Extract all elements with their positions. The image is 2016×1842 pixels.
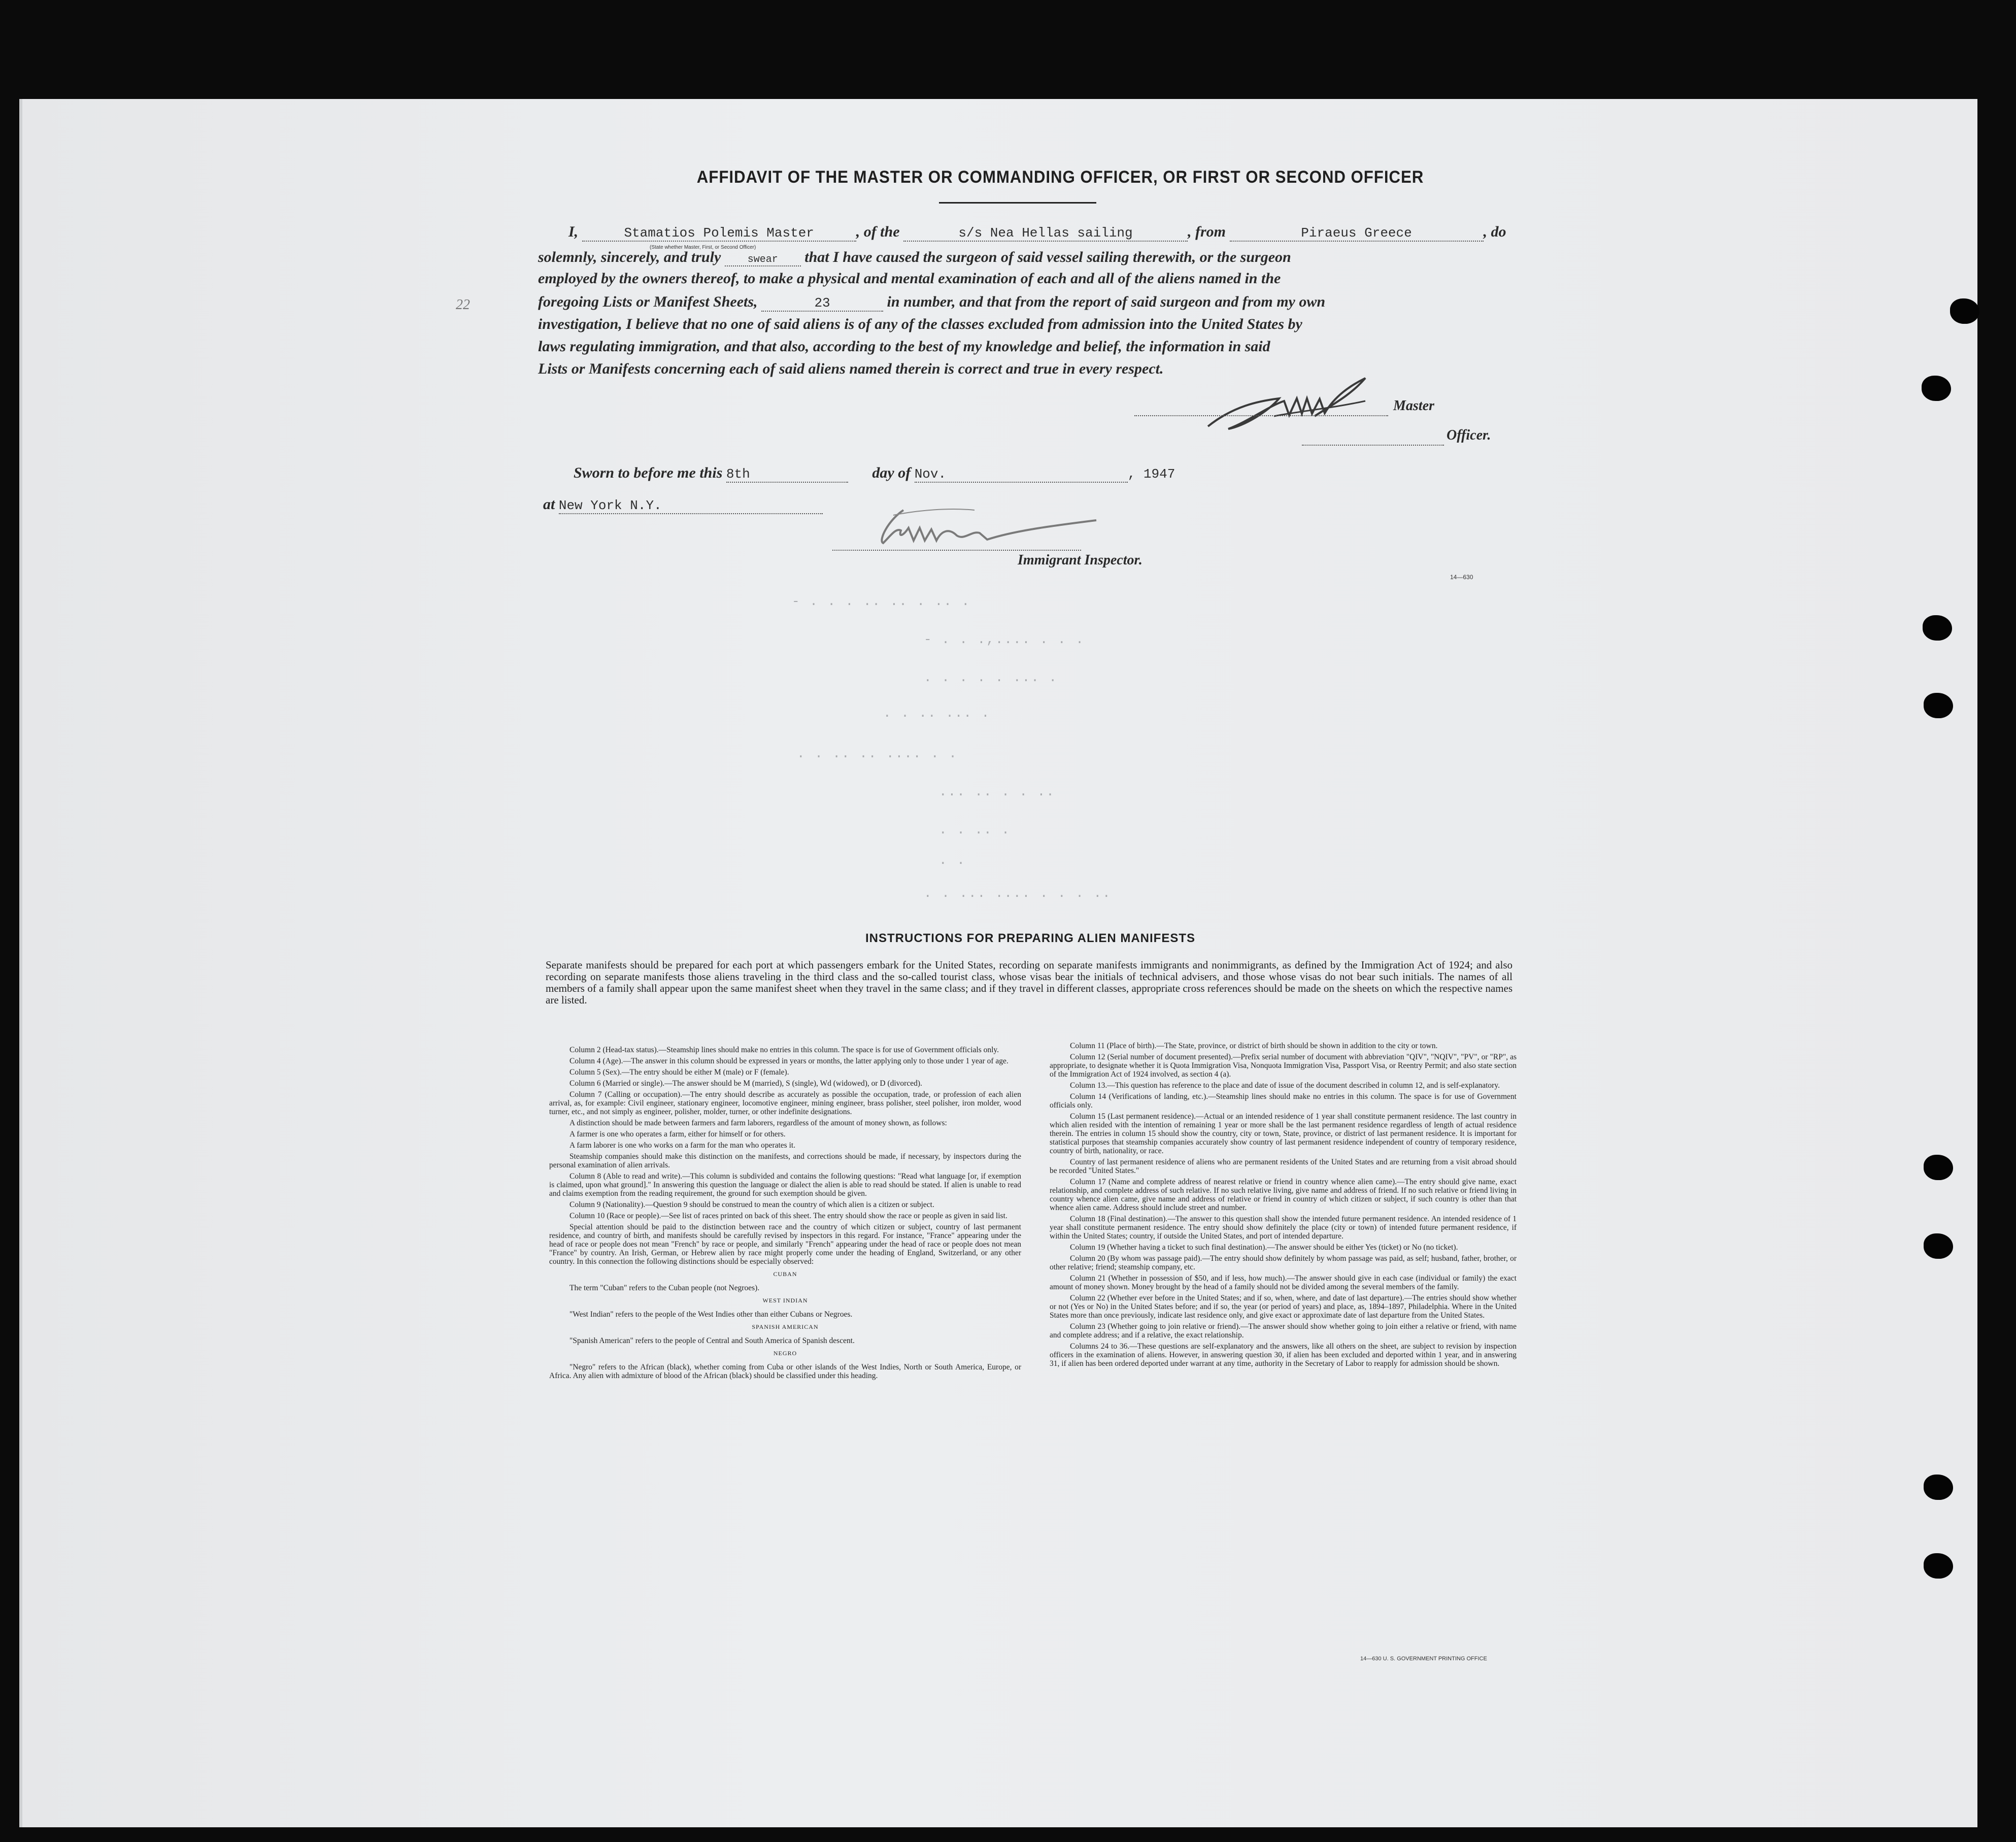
instruction-paragraph: Column 15 (Last permanent residence).—Actual or an intended residence of 1 year shall constitute permanent residence. The last country in which alien resided with the intention of remaining 1 year or more shall be the last permanent residence regardless of length of actual residence therein. The entries in column 15 should show the country, city or town, State, province, or district of last permanent residence. It is important for statistical purposes that steamship companies accurately show country of last permanent residence independent of country of temporary residence, country of birth, nationality, or race. bbox=[1050, 1112, 1517, 1155]
instruction-paragraph: Column 18 (Final destination).—The answer to this question shall show the intended future permanent residence. An intended residence of 1 year shall constitute permanent residence. The entry should show definitely the place (city or town) of intended future permanent residence, if within the United States; country, if outside the United States, and port of intended departure. bbox=[1050, 1215, 1517, 1241]
binder-hole bbox=[1924, 693, 1953, 718]
master-signature bbox=[1198, 350, 1411, 447]
instruction-paragraph: Columns 24 to 36.—These questions are self-explanatory and the answers, like all others on the sheet, are subject to revision by inspection officers in the examination of aliens. However, in answering question 30, if alien has been excluded and deported within 1 year, and in answering 31, if alien has been ordered deported under warrant at any time, authority in the Secretary of Labor to reapply for admission should be shown. bbox=[1050, 1342, 1517, 1368]
form-number: 14—630 bbox=[1450, 574, 1473, 581]
bleed-through-line: . . .. ... . bbox=[883, 706, 991, 721]
text-solemnly: solemnly, sincerely, and truly bbox=[538, 249, 721, 265]
bleed-through-line: - . . .,.... . . . bbox=[924, 632, 1085, 647]
instruction-paragraph: Column 5 (Sex).—The entry should be either M (male) or F (female). bbox=[569, 1068, 789, 1077]
instruction-paragraph: A farmer is one who operates a farm, either for himself or for others. bbox=[569, 1130, 786, 1138]
inspector-label: Immigrant Inspector. bbox=[1018, 552, 1143, 568]
instruction-paragraph: Column 22 (Whether ever before in the United States; and if so, when, where, and date of last departure).—The entries should show whether or not (Yes or No) in the United States before; and if so, the year (or period of years) and place, as, 1894–1897, Philadelphia. Where in the United States more than once previously, indicate last residence only, and give exact or approximate date of last departure from the United States. bbox=[1050, 1294, 1517, 1320]
instruction-paragraph: "Negro" refers to the African (black), whether coming from Cuba or other islands of the West Indies, North or South America, Europe, or Africa. Any alien with admixture of blood of the African (black) should be classified under this heading. bbox=[549, 1363, 1021, 1380]
affidavit-line-1 bbox=[568, 223, 1506, 242]
instruction-paragraph: Column 11 (Place of birth).—The State, province, or district of birth should be shown in addition to the city or town. bbox=[1070, 1042, 1438, 1050]
heading-cuban: CUBAN bbox=[773, 1270, 797, 1278]
sworn-year: , 1947 bbox=[1127, 466, 1175, 482]
instructions-right-column bbox=[1050, 1042, 1517, 1370]
instruction-paragraph: Column 21 (Whether in possession of $50, and if less, how much).—The answer should give in each case (individual or family) the exact amount of money shown. Money brought by the head of a family should not be divided among the several members of the family. bbox=[1050, 1274, 1517, 1291]
affidavit-line-5: investigation, I believe that no one of said aliens is of any of the classes excluded from admission into the United States by bbox=[538, 316, 1302, 332]
binder-hole bbox=[1922, 376, 1951, 401]
text-day-of: day of bbox=[872, 464, 911, 481]
heading-negro: NEGRO bbox=[773, 1350, 797, 1357]
officer-signature-line bbox=[1302, 445, 1444, 446]
sworn-line bbox=[574, 464, 1175, 483]
text-at: at bbox=[543, 496, 555, 513]
instruction-paragraph: Column 17 (Name and complete address of nearest relative or friend in country whence alien came).—The entry should give name, exact relationship, and complete address of such relative. If no such relative living, give name and address of friend. If no such relative or friend living in country whence alien came, give name and address of relative or friend in country of which citizen or subject, if such country is other than that whence alien came. Address should include street and number. bbox=[1050, 1178, 1517, 1212]
instruction-paragraph: Column 10 (Race or people).—See list of races printed on back of this sheet. The entry should show the race or people as given in said list. bbox=[569, 1212, 1007, 1220]
inspector-signature bbox=[873, 500, 1137, 556]
text-sworn: Sworn to before me this bbox=[574, 464, 723, 481]
instruction-paragraph: Special attention should be paid to the distinction between race and the country of which citizen or subject, country of last permanent residence, and country of birth, and manifests should be carefully revised by inspectors in this regard. For instance, "France" appearing under the head of race or people does not mean "French" by race or people, and similarly "French" appearing under the head of race or people does not mean "France" by country. An Irish, German, or Hebrew alien by race might properly come under the heading of England, Switzerland, or any other country. In this connection the following distinctions should be especially observed: bbox=[549, 1223, 1021, 1266]
title-underline bbox=[939, 202, 1096, 204]
text-of-the: , of the bbox=[856, 223, 900, 240]
bleed-through-line: - . . . .. .. . .. . bbox=[792, 594, 971, 609]
margin-note: 22 bbox=[456, 297, 470, 313]
officer-label: Officer. bbox=[1447, 427, 1491, 443]
instruction-paragraph: Column 7 (Calling or occupation).—The entry should describe as accurately as possible the occupation, trade, or profession of each alien arrival, as, for example: Civil engineer, stationary engineer, locomotive engineer, mining engineer, brass polisher, steel polisher, iron molder, wood turner, etc., and not simply as engineer, polisher, molder, turner, or other indefinite designations. bbox=[549, 1090, 1021, 1116]
binder-hole bbox=[1924, 1475, 1953, 1500]
binder-hole bbox=[1924, 1155, 1953, 1180]
at-line bbox=[543, 496, 823, 514]
officer-name-field[interactable]: Stamatios Polemis Master bbox=[582, 225, 856, 242]
bleed-through-line: . . .. . bbox=[939, 822, 1011, 838]
instruction-paragraph: A farm laborer is one who works on a farm for the man who operates it. bbox=[569, 1141, 796, 1150]
bleed-through-line: ... .. . . .. bbox=[939, 784, 1055, 799]
text-surgeon: that I have caused the surgeon of said vessel sailing therewith, or the surgeon bbox=[804, 249, 1291, 265]
bleed-through-line: . . bbox=[939, 853, 966, 868]
instruction-paragraph: Column 20 (By whom was passage paid).—The entry should show definitely by whom passage was paid, as self; husband, father, brother, or other relative; friend; steamship company, etc. bbox=[1050, 1254, 1517, 1271]
instruction-paragraph: Column 9 (Nationality).—Question 9 should be construed to mean the country of which alien is a citizen or subject. bbox=[569, 1200, 934, 1209]
binder-hole bbox=[1923, 615, 1952, 641]
port-field[interactable]: Piraeus Greece bbox=[1230, 225, 1484, 242]
instruction-paragraph: A distinction should be made between farmers and farm laborers, regardless of the amount of money shown, as follows: bbox=[569, 1119, 947, 1127]
affidavit-line-4 bbox=[538, 293, 1325, 312]
printing-office-footer: 14—630 U. S. GOVERNMENT PRINTING OFFICE bbox=[1360, 1656, 1487, 1662]
affidavit-title: AFFIDAVIT OF THE MASTER OR COMMANDING OFFICER, OR FIRST OR SECOND OFFICER bbox=[696, 168, 1424, 187]
instruction-paragraph: "West Indian" refers to the people of the West Indies other than either Cubans or Negroes. bbox=[569, 1310, 853, 1319]
bleed-through-line: . . ... .... . . . .. bbox=[924, 886, 1112, 901]
instruction-paragraph: Column 19 (Whether having a ticket to such final destination).—The answer should be either Yes (ticket) or No (no ticket). bbox=[1070, 1243, 1458, 1252]
inspector-signature-line bbox=[832, 550, 1081, 551]
affidavit-line-3: employed by the owners thereof, to make a physical and mental examination of each and all of the aliens named in the bbox=[538, 270, 1281, 287]
bleed-through-line: . . . . . ... . bbox=[924, 670, 1058, 685]
heading-west-indian: WEST INDIAN bbox=[762, 1297, 808, 1304]
instruction-paragraph: Country of last permanent residence of aliens who are permanent residents of the United States and are returning from a visit abroad should be recorded "United States." bbox=[1050, 1158, 1517, 1175]
officer-rank-hint: (State whether Master, First, or Second Officer) bbox=[650, 245, 756, 250]
instruction-paragraph: Column 2 (Head-tax status).—Steamship lines should make no entries in this column. The space is for use of Government officials only. bbox=[569, 1046, 999, 1054]
instructions-title: INSTRUCTIONS FOR PREPARING ALIEN MANIFESTS bbox=[865, 931, 1195, 945]
sworn-month-field[interactable]: Nov. bbox=[915, 466, 1128, 483]
place-field[interactable]: New York N.Y. bbox=[559, 498, 823, 514]
binder-hole bbox=[1924, 1553, 1953, 1579]
instruction-paragraph: Column 6 (Married or single).—The answer should be M (married), S (single), Wd (widowed), or D (divorced). bbox=[569, 1079, 922, 1088]
instruction-paragraph: Steamship companies should make this distinction on the manifests, and corrections should be made, if necessary, by inspectors during the personal examination of alien arrivals. bbox=[549, 1152, 1021, 1169]
sheet-count-field[interactable]: 23 bbox=[761, 295, 883, 312]
text-in-number: in number, and that from the report of said surgeon and from my own bbox=[887, 293, 1326, 310]
text-foregoing: foregoing Lists or Manifest Sheets, bbox=[538, 293, 758, 310]
instruction-paragraph: Column 8 (Able to read and write).—This column is subdivided and contains the following questions: "Read what language [or, if exemption is claimed, upon what ground]." In answering this question the language or dialect the alien is able to read should be stated. If alien is unable to read and claims exemption from the reading requirement, the ground for such exemption should be given. bbox=[549, 1172, 1021, 1198]
instruction-paragraph: Column 14 (Verifications of landing, etc.).—Steamship lines should make no entries in this column. The space is for use of Government officials only. bbox=[1050, 1092, 1517, 1110]
oath-field[interactable]: swear bbox=[725, 254, 801, 266]
instructions-intro: Separate manifests should be prepared for each port at which passengers embark for the United States, recording on separate manifests immigrants and nonimmigrants, as defined by the Immigration Act of 1924; and also recording on separate manifests those aliens traveling in the third class and the so-called tourist class, whose visas bear the initials of technical advisers, and those whose visas do not bear such initials. The names of all members of a family shall appear upon the same manifest sheet when they travel in the same class; and if they travel in different classes, appropriate cross references should be made on the sheets on which the respective names are listed. bbox=[546, 959, 1513, 1006]
master-label: Master bbox=[1393, 398, 1434, 414]
instruction-paragraph: The term "Cuban" refers to the Cuban people (not Negroes). bbox=[569, 1284, 760, 1292]
text-from: , from bbox=[1188, 223, 1226, 240]
affidavit-line-6: laws regulating immigration, and that also, according to the best of my knowledge and belief, the information in said bbox=[538, 338, 1270, 355]
instruction-paragraph: Column 12 (Serial number of document presented).—Prefix serial number of document with abbreviation "QIV", "NQIV", "PV", or "RP", as appropriate, to designate whether it is Quota Immigration Visa, Nonquota Immigration Visa, Passport Visa, or Reentry Permit; and also state section of the Immigration Act of 1924 involved, as section 4 (a). bbox=[1050, 1053, 1517, 1079]
affidavit-line-2 bbox=[538, 249, 1291, 266]
bleed-through-line: . . .. .. .... . . bbox=[797, 746, 958, 761]
instructions-left-column bbox=[549, 1046, 1021, 1383]
text-i: I, bbox=[568, 223, 579, 240]
master-signature-line bbox=[1134, 415, 1388, 416]
instruction-paragraph: Column 13.—This question has reference to the place and date of issue of the document described in column 12, and is self-explanatory. bbox=[1070, 1081, 1500, 1090]
binder-hole bbox=[1924, 1233, 1953, 1259]
vessel-field[interactable]: s/s Nea Hellas sailing bbox=[903, 225, 1188, 242]
text-do: , do bbox=[1483, 223, 1506, 240]
binder-hole bbox=[1950, 298, 1979, 324]
instruction-paragraph: Column 4 (Age).—The answer in this column should be expressed in years or months, the latter applying only to those under 1 year of age. bbox=[569, 1057, 1009, 1065]
instruction-paragraph: "Spanish American" refers to the people of Central and South America of Spanish descent. bbox=[569, 1336, 855, 1345]
instruction-paragraph: Column 23 (Whether going to join relative or friend).—The answer should show whether going to join either a relative or friend, with name and complete address; and if a relative, the exact relationship. bbox=[1050, 1322, 1517, 1339]
affidavit-line-7: Lists or Manifests concerning each of said aliens named therein is correct and true in every respect. bbox=[538, 360, 1164, 377]
sworn-day-field[interactable]: 8th bbox=[726, 466, 848, 483]
heading-spanish-american: SPANISH AMERICAN bbox=[752, 1323, 819, 1330]
